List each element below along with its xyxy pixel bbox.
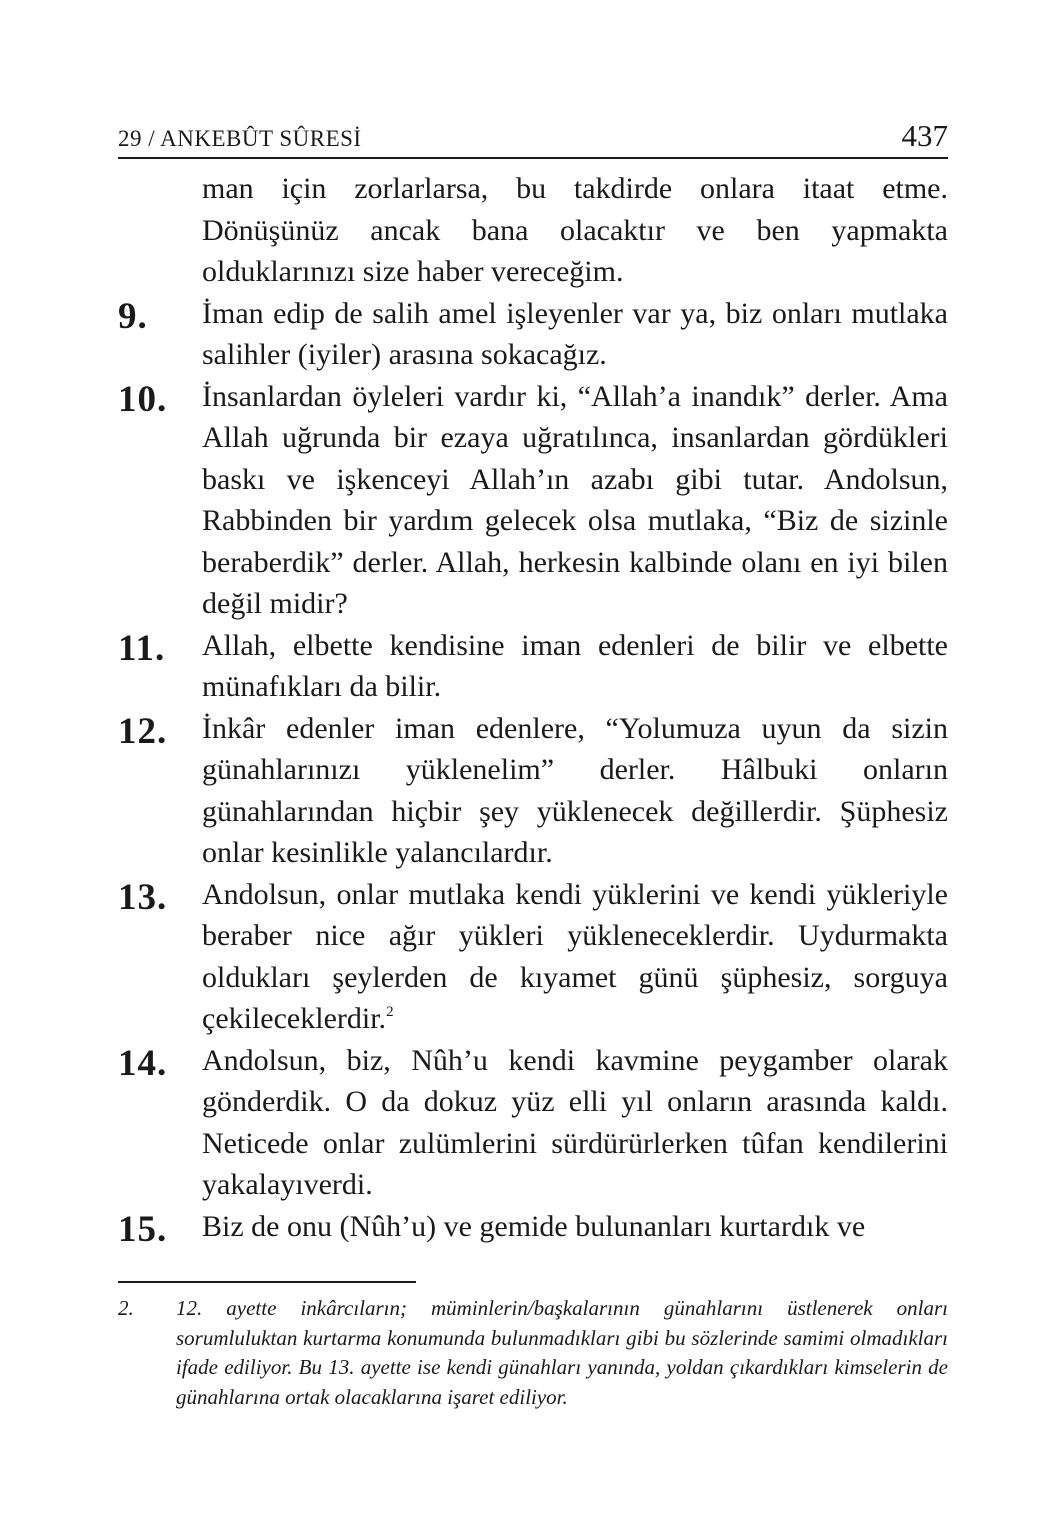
footnote-marker: 2. <box>118 1296 134 1320</box>
verse-number: 14. <box>118 1042 168 1084</box>
running-title: 29 / ANKEBÛT SÛRESİ <box>118 126 362 151</box>
verse-number: 12. <box>118 710 168 752</box>
verse-list <box>118 168 948 1250</box>
verse-text: İnkâr edenler iman edenlere, “Yolumuza uyun da sizin günahlarınızı yüklenelim” derler. Hâlbuki onların günahlarından hiçbir şey yüklenecek değillerdir. Şüphesiz onlar kesinlikle yalancılardır. <box>202 711 948 869</box>
verse-text <box>202 874 948 1040</box>
verse-number: 13. <box>118 876 168 918</box>
footnote-text: 12. ayette inkârcıların; müminlerin/başkalarının günahlarını üstlenerek onları sorumluluktan kurtarma konumunda bulunmadıkları gibi bu sözlerinde samimi olmadıkları ifade ediliyor. Bu 13. ayette ise kendi günahları yanında, yoldan çıkardıkları kimselerin de günahlarına ortak olacaklarına işaret ediliyor. <box>176 1296 948 1409</box>
footnote-rule <box>118 1281 416 1283</box>
verse-11 <box>118 625 948 708</box>
verse-12 <box>118 708 948 874</box>
verse-text: İman edip de salih amel işleyenler var ya, biz onları mutlaka salihler (iyiler) arasına sokacağız. <box>202 296 948 371</box>
verse-15 <box>118 1206 948 1248</box>
verse-text: Biz de onu (Nûh’u) ve gemide bulunanları kurtardık ve <box>202 1209 866 1243</box>
verse-13 <box>118 874 948 1040</box>
verse-text: Allah, elbette kendisine iman edenleri de bilir ve elbette münafıkları da bilir. <box>202 628 948 703</box>
verse-number: 9. <box>118 295 148 337</box>
verse-number: 11. <box>118 627 166 669</box>
verse-text: man için zorlarlarsa, bu takdirde onlara itaat etme. Dönüşünüz ancak bana olacaktır ve ben yapmakta olduklarınızı size haber vereceğim. <box>202 172 948 288</box>
footnote <box>118 1294 948 1412</box>
verse-number: 10. <box>118 378 168 420</box>
verse-text-body: Andolsun, onlar mutlaka kendi yüklerini ve kendi yükleriyle beraber nice ağır yükleri yükleneceklerdir. Uydurmakta oldukları şeylerden de kıyamet günü şüphesiz, sorguya çekileceklerdir. <box>202 877 948 1035</box>
header-rule <box>118 157 948 159</box>
verse-number: 15. <box>118 1208 168 1250</box>
verse-10 <box>118 376 948 625</box>
verse-9 <box>118 293 948 376</box>
running-header <box>118 118 948 158</box>
page-number: 437 <box>901 118 948 153</box>
verse-14 <box>118 1040 948 1206</box>
footnote-reference[interactable]: 2 <box>386 1004 394 1020</box>
verse-text: İnsanlardan öyleleri vardır ki, “Allah’a inandık” derler. Ama Allah uğrunda bir ezaya uğratılınca, insanlardan gördükleri baskı ve işkenceyi Allah’ın azabı gibi tutar. Andolsun, Rabbinden bir yardım gelecek olsa mutlaka, “Biz de sizinle beraberdik” derler. Allah, herkesin kalbinde olanı en iyi bilen değil midir? <box>202 379 948 620</box>
verse-text: Andolsun, biz, Nûh’u kendi kavmine peygamber olarak gönderdik. O da dokuz yüz elli yıl onların arasında kaldı. Neticede onlar zulümlerini sürdürürlerken tûfan kendilerini yakalayıverdi. <box>202 1043 948 1201</box>
verse-continuation <box>118 168 948 293</box>
